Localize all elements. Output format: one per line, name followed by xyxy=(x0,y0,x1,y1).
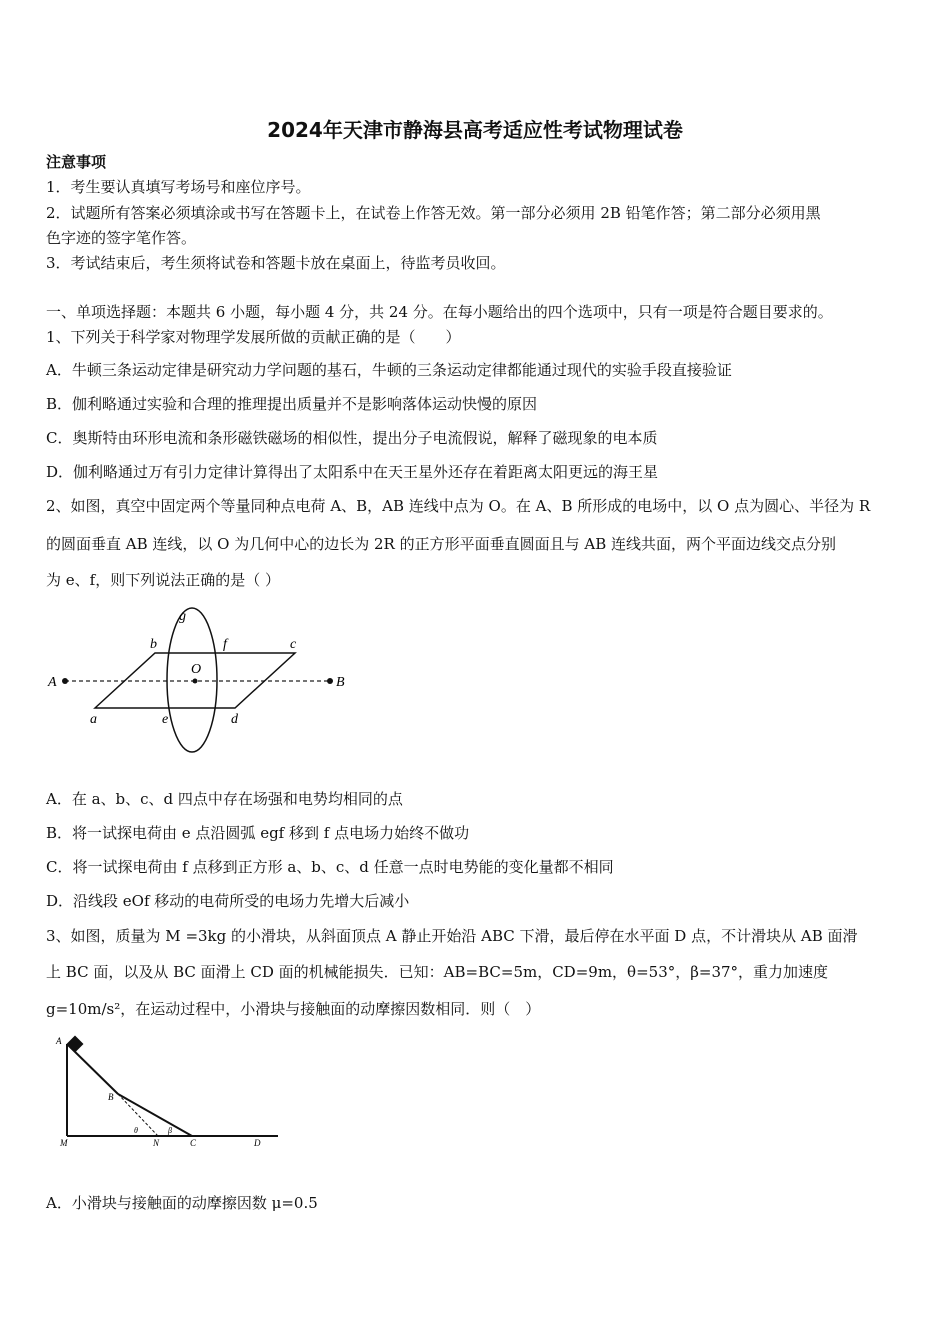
label-m: M xyxy=(60,1138,68,1148)
question-1-option-c: C．奥斯特由环形电流和条形磁铁磁场的相似性，提出分子电流假说，解释了磁现象的电本质 xyxy=(46,429,658,447)
notice-item: 1．考生要认真填写考场号和座位序号。 xyxy=(46,178,311,196)
question-3-option-a: A．小滑块与接触面的动摩擦因数 μ=0.5 xyxy=(46,1194,318,1212)
slider-block xyxy=(67,1036,84,1053)
label-theta: θ xyxy=(134,1126,138,1135)
label-f: f xyxy=(223,637,227,652)
question-3-stem: g=10m/s²，在运动过程中，小滑块与接触面的动摩擦因数相同．则（ ） xyxy=(46,1000,541,1018)
question-2-option-c: C．将一试探电荷由 f 点移到正方形 a、b、c、d 任意一点时电势能的变化量都不相同 xyxy=(46,858,614,876)
question-3-figure xyxy=(50,1032,290,1152)
notice-item: 2．试题所有答案必须填涂或书写在答题卡上，在试卷上作答无效。第一部分必须用 2B 铅笔作答；第二部分必须用黑 xyxy=(46,204,821,222)
section-heading: 一、单项选择题：本题共 6 小题，每小题 4 分，共 24 分。在每小题给出的四个选项中，只有一项是符合题目要求的。 xyxy=(46,303,833,321)
question-2-stem: 的圆面垂直 AB 连线，以 O 为几何中心的边长为 2R 的正方形平面垂直圆面且与 AB 连线共面，两个平面边线交点分别 xyxy=(46,535,836,553)
circle-plane xyxy=(167,608,217,752)
label-a: A xyxy=(56,1036,62,1046)
question-2-option-d: D．沿线段 eOf 移动的电荷所受的电场力先增大后减小 xyxy=(46,892,410,910)
question-1-stem: 1、下列关于科学家对物理学发展所做的贡献正确的是（ ） xyxy=(46,328,461,346)
label-beta: β xyxy=(168,1126,172,1135)
label-d: d xyxy=(231,712,238,727)
question-2-option-b: B．将一试探电荷由 e 点沿圆弧 egf 移到 f 点电场力始终不做功 xyxy=(46,824,470,842)
label-g: g xyxy=(179,609,186,624)
question-2-figure xyxy=(40,600,370,760)
label-c: C xyxy=(190,1138,197,1148)
notice-item: 色字迹的签字笔作答。 xyxy=(46,229,197,247)
question-2-stem: 为 e、f，则下列说法正确的是（ ） xyxy=(46,571,280,589)
question-1-option-d: D．伽利略通过万有引力定律计算得出了太阳系中在天王星外还存在着距离太阳更远的海王星 xyxy=(46,463,659,481)
label-b-vertex: b xyxy=(150,637,157,652)
question-3-stem: 上 BC 面，以及从 BC 面滑上 CD 面的机械能损失．已知：AB=BC=5m，CD=9m，θ=53°，β=37°，重力加速度 xyxy=(46,963,829,981)
dashed-bn xyxy=(118,1094,158,1136)
point-b-dot xyxy=(327,678,333,684)
notice-item: 3．考试结束后，考生须将试卷和答题卡放在桌面上，待监考员收回。 xyxy=(46,254,506,272)
label-a-vertex: a xyxy=(90,712,97,727)
label-n: N xyxy=(153,1138,160,1148)
label-e: e xyxy=(162,712,169,727)
question-1-option-a: A．牛顿三条运动定律是研究动力学问题的基石，牛顿的三条运动定律都能通过现代的实验手段直接验证 xyxy=(46,361,732,379)
question-1-option-b: B．伽利略通过实验和合理的推理提出质量并不是影响落体运动快慢的原因 xyxy=(46,395,538,413)
label-o: O xyxy=(191,662,202,677)
label-c: c xyxy=(290,637,297,652)
label-b-charge: B xyxy=(336,675,345,690)
point-o-dot xyxy=(193,679,198,684)
page-title: 2024年天津市静海县高考适应性考试物理试卷 xyxy=(267,118,683,142)
slope-bc xyxy=(118,1094,192,1136)
question-2-option-a: A．在 a、b、c、d 四点中存在场强和电势均相同的点 xyxy=(46,790,403,808)
label-d: D xyxy=(254,1138,261,1148)
label-b: B xyxy=(108,1092,114,1102)
question-2-stem: 2、如图，真空中固定两个等量同种点电荷 A、B，AB 连线中点为 O。在 A、B 所形成的电场中，以 O 点为圆心、半径为 R xyxy=(46,497,871,515)
label-a-charge: A xyxy=(48,675,57,690)
notice-heading: 注意事项 xyxy=(46,153,107,171)
point-a-dot xyxy=(62,678,68,684)
question-3-stem: 3、如图，质量为 M =3kg 的小滑块，从斜面顶点 A 静止开始沿 ABC 下滑，最后停在水平面 D 点，不计滑块从 AB 面滑 xyxy=(46,927,858,945)
